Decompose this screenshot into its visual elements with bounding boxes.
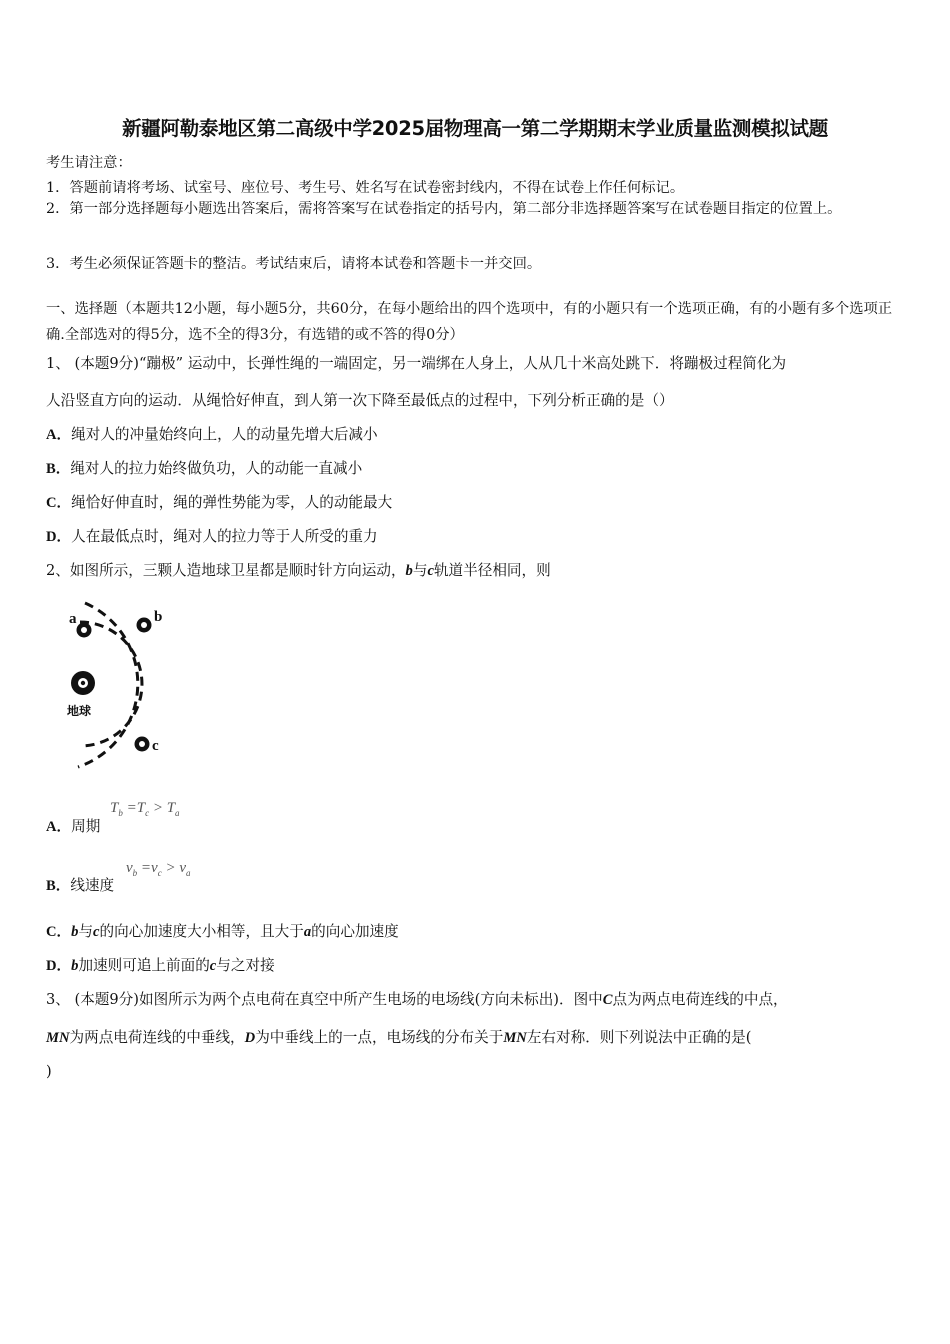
satellite-orbit-figure [40,595,180,775]
q1-stem-line1: 1、 (本题9分)“蹦极” 运动中，长弹性绳的一端固定，另一端绑在人身上，人从几十米高处跳下．将蹦极过程简化为 [46,355,787,372]
notice-item-3: 3．考生必须保证答题卡的整洁。考试结束后，请将本试卷和答题卡一并交回。 [46,256,542,272]
q2-option-b-formula: $v_b =v_c > v_a$ [126,860,191,878]
q2-option-b: B．线速度 [46,877,115,894]
notice-item-1: 1．答题前请将考场、试室号、座位号、考生号、姓名写在试卷密封线内，不得在试卷上作任何标记。 [46,180,685,196]
q1-option-d: D．人在最低点时，绳对人的拉力等于人所受的重力 [46,528,378,545]
q2-option-a: A．周期 [46,818,101,835]
label-b: b [154,609,163,625]
q2-option-a-formula: $T_b =T_c > T_a$ [110,800,180,818]
label-earth: 地球 [67,704,92,718]
q3-stem-line1: 3、 (本题9分)如图所示为两个点电荷在真空中所产生电场的电场线(方向未标出)．图中C点为两点电荷连线的中点， [46,991,788,1008]
q1-stem-line2: 人沿竖直方向的运动．从绳恰好伸直，到人第一次下降至最低点的过程中，下列分析正确的是（） [46,392,674,409]
q2-option-c: C．b与c的向心加速度大小相等，且大于a的向心加速度 [46,923,399,940]
exam-title: 新疆阿勒泰地区第二高级中学2025届物理高一第二学期期末学业质量监测模拟试题 [122,117,828,140]
label-c: c [152,738,159,754]
section-heading: 一、选择题（本题共12小题，每小题5分，共60分，在每小题给出的四个选项中，有的小题只有一个选项正确，有的小题有多个选项正确.全部选对的得5分，选不全的得3分，有选错的或不答的得0分） [46,301,893,343]
q3-stem-line2: MN为两点电荷连线的中垂线，D为中垂线上的一点，电场线的分布关于MN左右对称．则下列说法中正确的是( [46,1029,752,1046]
q2-option-d: D．b加速则可追上前面的c与之对接 [46,957,275,974]
notice-heading: 考生请注意： [46,155,132,171]
notice-item-2: 2．第一部分选择题每小题选出答案后，需将答案写在试卷指定的括号内，第二部分非选择题答案写在试卷题目指定的位置上。 [46,201,842,217]
q3-stem-line3: ) [46,1063,52,1080]
q1-option-a: A．绳对人的冲量始终向上，人的动量先增大后减小 [46,426,378,443]
q2-stem: 2、如图所示，三颗人造地球卫星都是顺时针方向运动，b与c轨道半径相同，则 [46,562,551,579]
label-a: a [69,611,77,627]
q1-option-c: C．绳恰好伸直时，绳的弹性势能为零，人的动能最大 [46,494,393,511]
q1-option-b: B．绳对人的拉力始终做负功，人的动能一直减小 [46,460,363,477]
